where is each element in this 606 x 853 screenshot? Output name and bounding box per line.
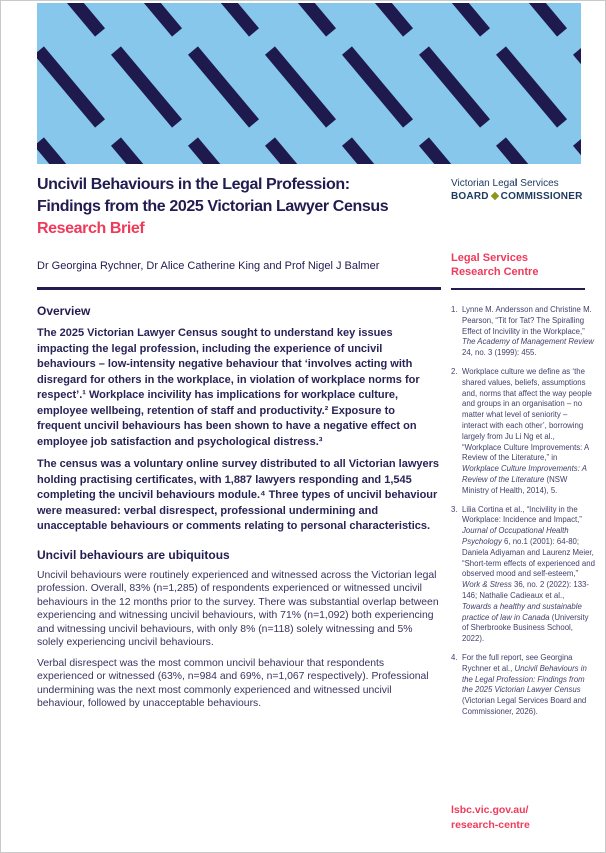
- logo-text-pre: Victorian Lega: [451, 178, 515, 189]
- footnote-text: [462, 505, 595, 644]
- page-title: [37, 174, 441, 218]
- logo-commissioner-label: COMMISSIONER: [500, 191, 583, 202]
- header-banner: [37, 3, 581, 164]
- diamond-icon: [490, 192, 498, 200]
- section-heading-overview: Overview: [37, 304, 91, 318]
- footnote-segment: 36, no. 2 (2022): 133-146; Nathalie Cadieaux et al.,: [462, 580, 589, 600]
- sidebar-divider: [451, 288, 585, 290]
- footnote-segment: 24, no. 3 (1999): 455.: [462, 348, 537, 358]
- title-line-2: Findings from the 2025 Victorian Lawyer Census: [37, 198, 389, 215]
- footnote-segment: 6, no.1 (2001): 64-80; Daniela Adiyaman and Laurenz Meier, “Short-term effects of experienced and observed mood and self-esteem,”: [462, 536, 595, 579]
- subtitle-research-brief: Research Brief: [37, 220, 145, 237]
- banner-stripe-pattern: [37, 3, 581, 164]
- intro-paragraph-1: The 2025 Victorian Lawyer Census sought to understand key issues impacting the legal profession, including the experience of uncivil behaviours – low-intensity negative behaviour that ‘involves acting with disregard for others in the workplace, in violation of workplace norms for respect’.¹ Workplace incivility has implications for workplace culture, employee wellbeing, retention of staff and productivity.² Exposure to frequent uncivil behaviours has been shown to have a negative effect on employee job satisfaction and psychological distress.³: [37, 327, 420, 448]
- sidebar: [451, 178, 595, 726]
- footnote-segment-italic: Uncivil Behaviours in the Legal Profession: Findings from the 2025 Victorian Lawyer Census: [462, 663, 587, 695]
- main-column: [37, 174, 441, 711]
- footnote-list: [451, 305, 595, 718]
- footnote-text: [462, 367, 592, 495]
- footnote-number: 1.: [451, 305, 458, 314]
- research-centre-label: [451, 251, 595, 279]
- intro-paragraph-2: The census was a voluntary online survey distributed to all Victorian lawyers holding practising certificates, with 1,887 lawyers responding and 1,545 completing the uncivil behaviours module.⁴ Three types of uncivil behaviour were measured: verbal disrespect, professional undermining and unacceptable behaviours or comments relating to personal characteristics.: [37, 458, 440, 532]
- website-link-line2[interactable]: research-centre: [451, 819, 530, 831]
- footnote-segment: (Victorian Legal Services Board and Commissioner, 2026).: [462, 696, 587, 716]
- logo-board-label: BOARD: [451, 191, 489, 202]
- footnote-segment: For the full report, see Georgina Rychner et al.,: [462, 652, 573, 673]
- footnote-text: [462, 305, 594, 357]
- footnote-segment: (NSW Ministry of Health, 2014), 5.: [462, 474, 568, 495]
- footnote-segment: Lilia Cortina et al., “Incivility in the Workplace: Incidence and Impact,”: [462, 504, 582, 525]
- footnote-segment-italic: The Academy of Management Review: [462, 337, 594, 347]
- website-link[interactable]: [451, 803, 530, 833]
- footnote-text: [462, 653, 587, 716]
- centre-name-line2: Research Centre: [451, 266, 539, 278]
- footnote-number: 4.: [451, 652, 458, 662]
- footnote-segment-italic: Work & Stress: [462, 580, 512, 590]
- logo-bar-mark: l: [514, 178, 518, 189]
- logo-wordmark-line2: [451, 190, 595, 203]
- main-column-divider: [37, 287, 441, 290]
- centre-name-line1: Legal Services: [451, 252, 529, 264]
- footnote-4: [451, 653, 595, 718]
- footnote-segment: Lynne M. Andersson and Christine M. Pearson, “Tit for Tat? The Spiralling Effect of Incivility in the Workplace,”: [462, 305, 592, 336]
- website-link-line1[interactable]: lsbc.vic.gov.au/: [451, 804, 529, 816]
- logo-wordmark-line1: [451, 178, 595, 190]
- footnote-3: [451, 505, 595, 645]
- body-paragraph-2: Verbal disrespect was the most common uncivil behaviour that respondents experienced or witnessed (63%, n=984 and 69%, n=1,067 respectively). Professional undermining was the next most commonly experienced and witnessed uncivil behaviour, followed by unacceptable behaviours.: [37, 657, 429, 709]
- authors-line: Dr Georgina Rychner, Dr Alice Catherine King and Prof Nigel J Balmer: [37, 260, 380, 272]
- section-heading-ubiquitous: Uncivil behaviours are ubiquitous: [37, 547, 230, 562]
- footnote-segment-italic: Workplace Culture Improvements: A Review of the Literature: [462, 464, 587, 484]
- title-line-1: Uncivil Behaviours in the Legal Profession:: [37, 176, 350, 193]
- logo-text-post: Services: [517, 178, 559, 189]
- footnote-segment-italic: Towards a healthy and sustainable practice of law in Canada: [462, 601, 582, 622]
- footnote-number: 3.: [451, 504, 458, 514]
- footnote-segment-italic: Journal of Occupational Health Psychology: [462, 526, 569, 546]
- vlsbc-logo: [451, 178, 595, 203]
- body-paragraph-1: Uncivil behaviours were routinely experienced and witnessed across the Victorian legal profession. Overall, 83% (n=1,285) of respondents experienced or witnessed uncivil behaviours in the 12 months prior to the survey. There was substantial overlap between experiencing and witnessing uncivil behaviours, with 71% (n=1,092) both experiencing and witnessing uncivil behaviours, with only 8% (n=118) solely witnessing and 5% solely experiencing uncivil behaviours.: [37, 569, 439, 648]
- footnote-2: [451, 367, 595, 497]
- footnote-segment: (University of Sherbrooke Business School, 2022).: [462, 612, 589, 644]
- footnote-1: [451, 305, 595, 359]
- footnote-segment: Workplace culture we define as ‘the shared values, beliefs, assumptions and, norms that affect the way people and groups in an organisation – no matter what level of seniority – interact with each other’, borrowing largely from Ju Li Ng et al., “Workplace Culture Improvements: A Review of the Literature,” in: [462, 366, 592, 463]
- footnote-number: 2.: [451, 366, 458, 376]
